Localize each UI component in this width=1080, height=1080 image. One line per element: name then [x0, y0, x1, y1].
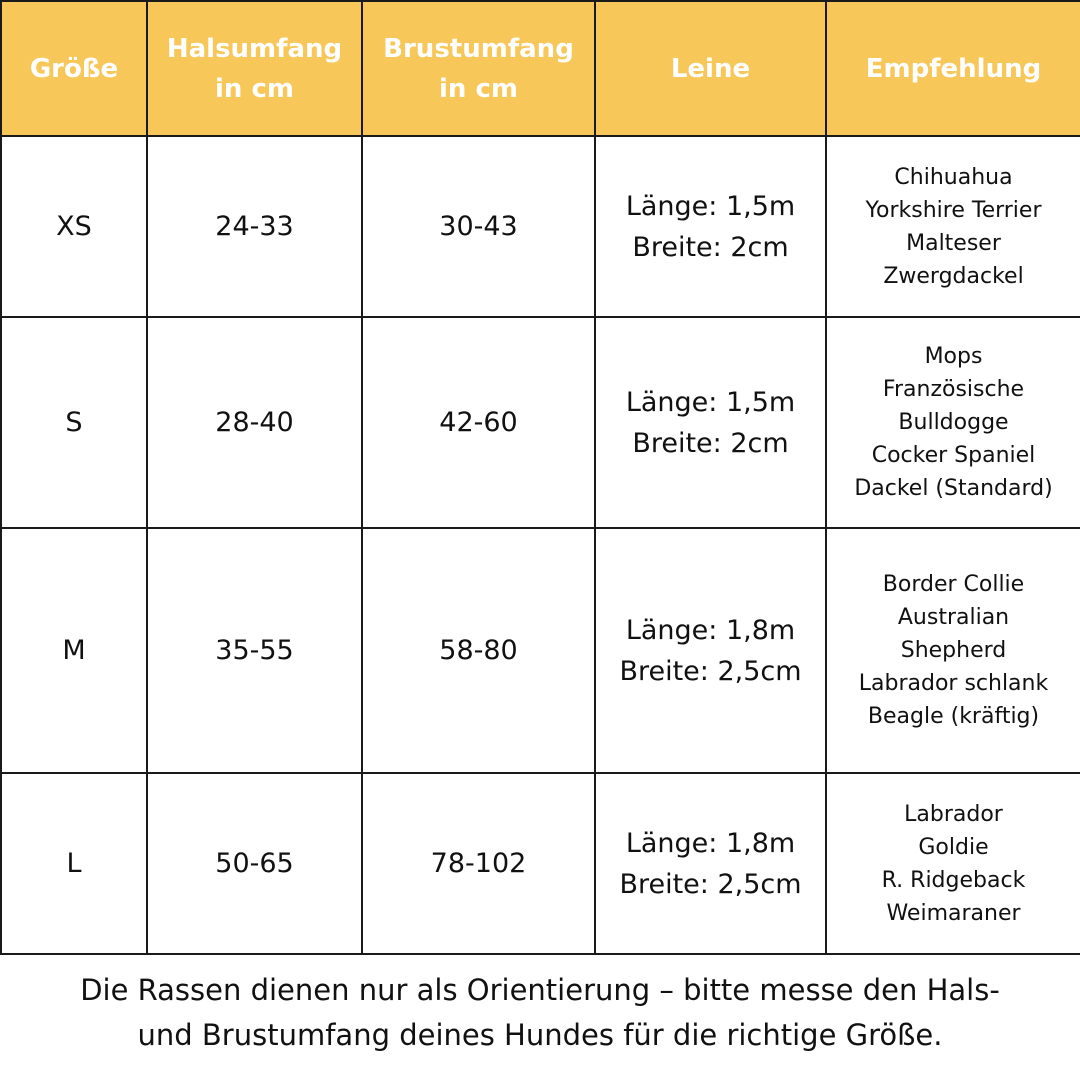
cell-neck: 28-40: [147, 317, 362, 528]
cell-leash: Länge: 1,5m Breite: 2cm: [595, 317, 826, 528]
cell-neck: 35-55: [147, 528, 362, 773]
table-row: [1, 528, 1080, 773]
cell-leash: Länge: 1,5m Breite: 2cm: [595, 136, 826, 317]
header-neck: Halsumfang in cm: [147, 1, 362, 136]
table-row: [1, 317, 1080, 528]
table-header-row: [1, 1, 1080, 136]
cell-neck: 24-33: [147, 136, 362, 317]
header-size: Größe: [1, 1, 147, 136]
header-chest: Brustumfang in cm: [362, 1, 595, 136]
cell-leash: Länge: 1,8m Breite: 2,5cm: [595, 528, 826, 773]
cell-breeds: Mops Französische Bulldogge Cocker Spaniel Dackel (Standard): [826, 317, 1080, 528]
header-leash: Leine: [595, 1, 826, 136]
cell-breeds: Border Collie Australian Shepherd Labrador schlank Beagle (kräftig): [826, 528, 1080, 773]
cell-breeds: Labrador Goldie R. Ridgeback Weimaraner: [826, 773, 1080, 954]
cell-size: S: [1, 317, 147, 528]
cell-leash: Länge: 1,8m Breite: 2,5cm: [595, 773, 826, 954]
header-recommendation: Empfehlung: [826, 1, 1080, 136]
cell-breeds: Chihuahua Yorkshire Terrier Malteser Zwergdackel: [826, 136, 1080, 317]
table-row: [1, 136, 1080, 317]
cell-size: M: [1, 528, 147, 773]
footnote: Die Rassen dienen nur als Orientierung – bitte messe den Hals- und Brustumfang deines Hundes für die richtige Größe.: [80, 973, 1000, 1052]
cell-size: XS: [1, 136, 147, 317]
cell-size: L: [1, 773, 147, 954]
cell-chest: 58-80: [362, 528, 595, 773]
cell-chest: 42-60: [362, 317, 595, 528]
cell-chest: 30-43: [362, 136, 595, 317]
cell-chest: 78-102: [362, 773, 595, 954]
cell-neck: 50-65: [147, 773, 362, 954]
table-row: [1, 773, 1080, 954]
